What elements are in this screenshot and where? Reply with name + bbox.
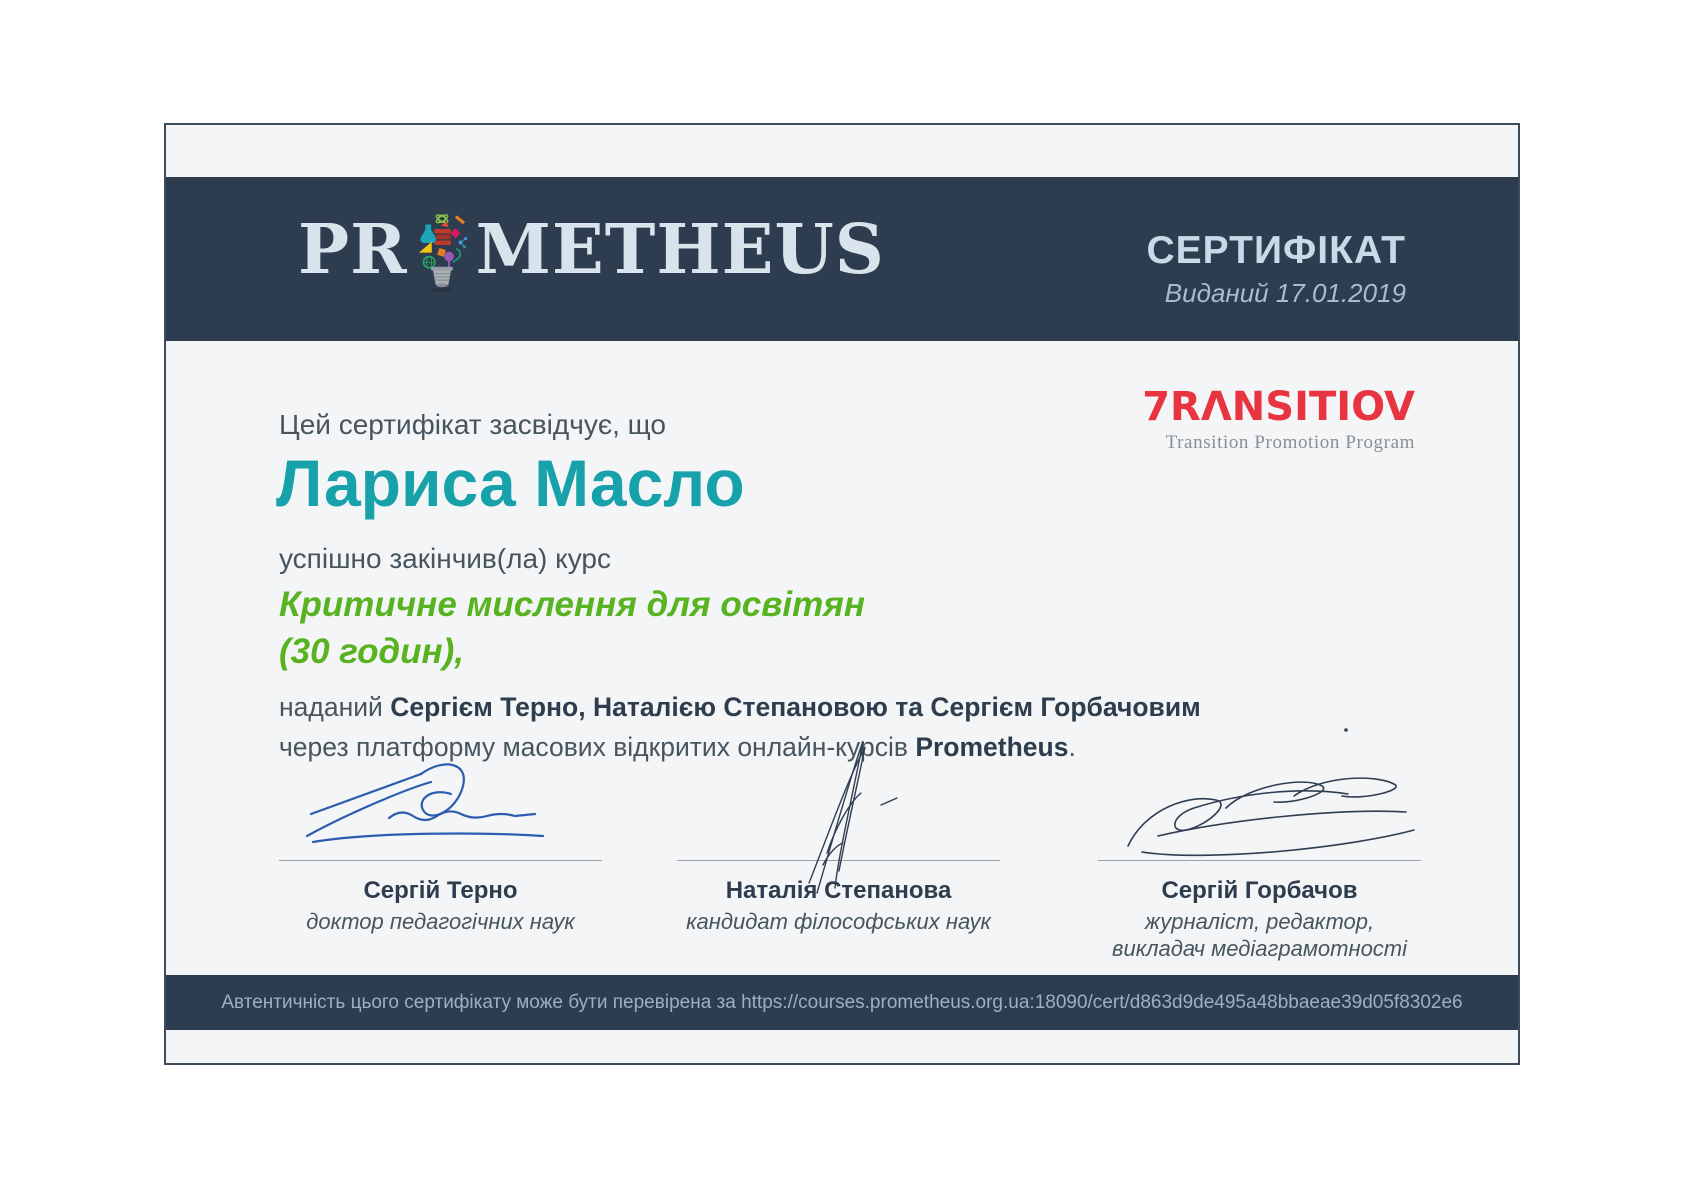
course-title-line2: (30 годин), [279,632,465,671]
transition-logo-block [1142,384,1415,454]
course-title-line1: Критичне мислення для освітян [279,585,865,624]
logo-text-pr: PR [298,210,408,290]
verification-text: Автентичність цього сертифікату може бути перевірена за https://courses.prometheus.org.ua:18090/cert/d863d9de495a48bbaeae39d05f8302e6 [221,991,1463,1013]
signer-title: доктор педагогічних наук [306,909,575,934]
footer-band [166,975,1518,1030]
signer-name: Сергій Терно [363,877,518,904]
certificate [164,123,1520,1065]
signer-name: Сергій Горбачов [1161,877,1358,904]
platform-name: Prometheus [915,732,1069,762]
signature-block-stepanova [677,725,1000,935]
logo-text-metheus: METHEUS [475,210,885,290]
signature-block-terno [279,725,602,935]
signature-scribble-icon [293,752,573,872]
transition-logo: 7RΛNSITIOV [1142,384,1415,430]
platform-prefix: через платформу масових відкритих онлайн-курсів [279,732,916,762]
completion-text: успішно закінчив(ла) курс [279,543,611,574]
signer-title: кандидат філософських наук [686,909,991,934]
provided-prefix: наданий [279,692,391,722]
header-band [166,177,1518,341]
certificate-title: СЕРТИФІКАТ [1146,229,1406,272]
signer-name: Наталія Степанова [725,877,952,904]
signature-scribble-icon [739,733,939,898]
course-title [279,581,865,675]
providers-names: Сергієм Терно, Наталією Степановою та Сергієм Горбачовим [390,692,1201,722]
issue-date: Виданий 17.01.2019 [1164,277,1406,308]
platform-period: . [1068,732,1076,762]
signature-block-horbachov [1098,725,1421,962]
transition-subtitle: Transition Promotion Program [1165,432,1415,453]
prometheus-logo [298,189,885,315]
intro-text: Цей сертифікат засвідчує, що [279,409,666,440]
signer-title: журналіст, редактор, викладач медіаграмотності [1111,909,1408,961]
recipient-name: Лариса Масло [276,446,745,520]
signature-scribble-icon [1098,724,1428,874]
science-lightbulb-icon [410,189,474,315]
